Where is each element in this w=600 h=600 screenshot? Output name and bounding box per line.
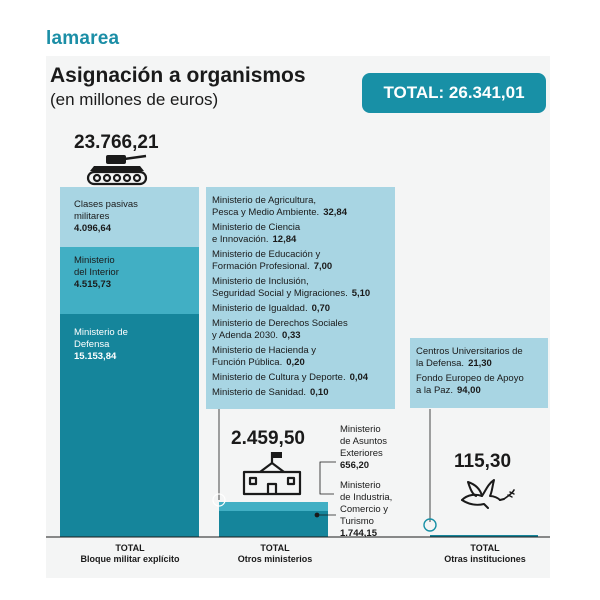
list-item-label: y Adenda 2030. [212,330,279,341]
list-item [212,372,389,384]
bar-segment-otras-instituciones[interactable] [430,535,538,537]
list-item [416,373,542,397]
list-item-label: Formación Profesional. [212,261,310,272]
list-item-line [416,358,542,370]
list-item [212,303,389,315]
list-item-value: 0,70 [311,303,331,314]
label-line: Ministerio de [74,327,128,338]
segment-value: 1.744,15 [340,528,377,539]
other-institutions-list-box [410,338,548,408]
list-item-value: 32,84 [323,207,347,218]
footer-other-institutions [415,543,555,565]
list-item-line: Ministerio de Hacienda y [212,345,317,356]
list-item [212,318,389,342]
list-item-line: Fondo Europeo de Apoyo [416,373,524,384]
label-line: de Asuntos [340,436,388,447]
segment-value: 4.096,64 [74,223,111,234]
bar-segment-industria[interactable] [219,511,328,537]
annotation-exteriores [340,424,387,472]
list-item [212,222,389,246]
footer-line: TOTAL [470,543,500,553]
label-line: Exteriores [340,448,383,459]
list-item-label: e Innovación. [212,234,269,245]
list-item-value: 0,20 [286,357,305,368]
chart-subtitle: (en millones de euros) [50,90,219,109]
footer-other-ministries [205,543,345,565]
segment-value: 15.153,84 [74,351,117,362]
annotation-industria [340,480,392,540]
list-item-line: Ministerio de Educación y [212,249,321,260]
list-item-line [212,234,389,246]
list-item-label: Ministerio de Sanidad. [212,387,306,398]
total-badge: TOTAL: 26.341,01 [362,73,546,113]
segment-label-clases-pasivas [74,199,138,235]
list-item-line [212,303,389,315]
label-line: Ministerio [340,480,381,491]
list-item-line: Ministerio de Ciencia [212,222,301,233]
list-item [416,346,542,370]
footer-line: TOTAL [260,543,290,553]
list-item [212,345,389,369]
other-institutions-total-value: 115,30 [454,451,512,472]
label-line: del Interior [74,267,119,278]
list-item-line [212,207,389,219]
list-item-value: 94,00 [456,385,481,396]
list-item-line: Ministerio de Derechos Sociales [212,318,348,329]
list-item-line [212,357,389,369]
footer-line: Otros ministerios [237,554,313,564]
list-item-line [212,387,389,399]
list-item-line: Ministerio de Inclusión, [212,276,309,287]
label-line: Comercio y [340,504,389,515]
list-item-value: 0,33 [282,330,301,341]
list-item-line [212,288,389,300]
list-item [212,276,389,300]
list-item-label: la Defensa. [416,358,465,369]
footer-line: Otras instituciones [444,554,526,564]
label-line: Turismo [340,516,374,527]
list-item-label: Pesca y Medio Ambiente. [212,207,320,218]
list-item-value: 0,04 [349,372,369,383]
list-item-label: Seguridad Social y Migraciones. [212,288,348,299]
brand-logo[interactable]: lamarea [46,28,120,49]
other-institutions-list [416,346,542,397]
list-item-line: Centros Universitarios de [416,346,523,357]
list-item-value: 12,84 [272,234,297,245]
label-line: Defensa [74,339,110,350]
list-item-label: Ministerio de Igualdad. [212,303,308,314]
label-line: militares [74,211,110,222]
list-item-value: 0,10 [310,387,329,398]
footer-military [50,543,210,565]
other-ministries-list [212,195,389,399]
list-item-line [416,385,542,397]
label-line: de Industria, [340,492,393,503]
label-line: Ministerio [74,255,115,266]
list-item [212,249,389,273]
segment-value: 4.515,73 [74,279,111,290]
label-line: Ministerio [340,424,381,435]
list-item [212,195,389,219]
list-item-value: 21,30 [468,358,492,369]
military-total-value: 23.766,21 [74,132,159,153]
bar-segment-exteriores[interactable] [219,502,328,512]
list-item-value: 7,00 [313,261,333,272]
list-item-line: Ministerio de Agricultura, [212,195,317,206]
list-item-line [212,372,389,384]
list-item-line [212,261,389,273]
segment-value: 656,20 [340,460,370,471]
list-item [212,387,389,399]
segment-label-defensa [74,327,128,363]
other-ministries-total-value: 2.459,50 [231,428,305,449]
other-ministries-list-box [206,187,395,409]
list-item-label: Ministerio de Cultura y Deporte. [212,372,346,383]
label-line: Clases pasivas [74,199,138,210]
list-item-label: Función Pública. [212,357,283,368]
list-item-value: 5,10 [351,288,371,299]
list-item-line [212,330,389,342]
chart-title: Asignación a organismos [50,64,306,87]
segment-label-interior [74,255,119,291]
footer-line: TOTAL [115,543,145,553]
list-item-label: a la Paz. [416,385,453,396]
footer-line: Bloque militar explícito [80,554,180,564]
